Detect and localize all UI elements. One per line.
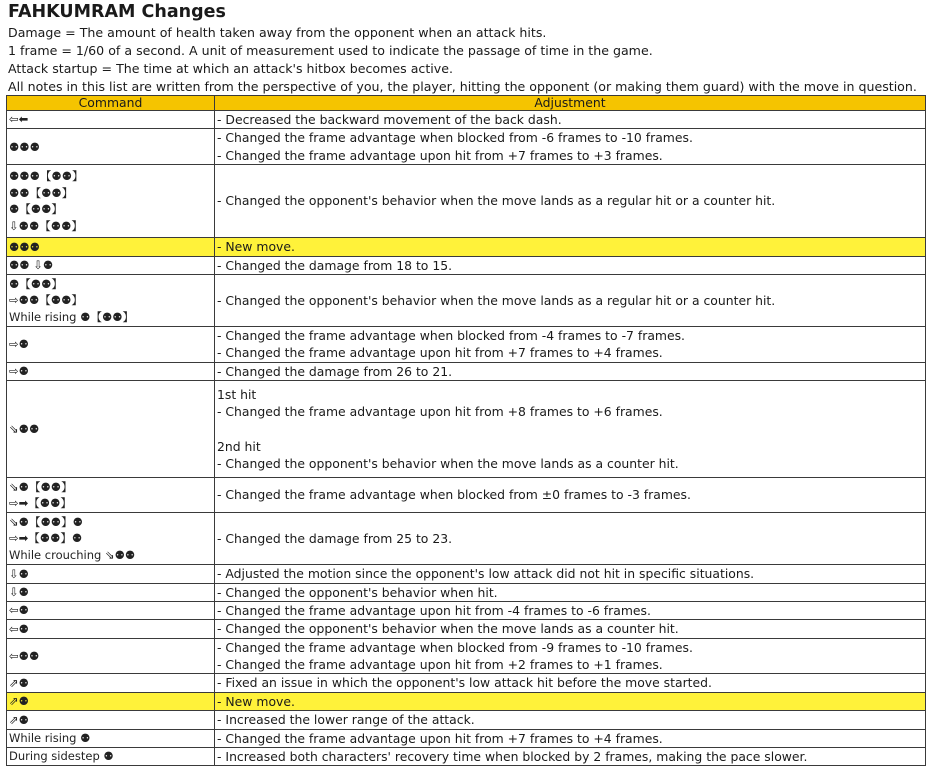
command-notation: ⚉【⚉⚉】	[9, 276, 63, 291]
command-cell	[7, 748, 215, 766]
adjustment-cell	[215, 620, 926, 638]
table-row	[7, 256, 926, 274]
table-row	[7, 674, 926, 692]
command-cell	[7, 601, 215, 619]
adjustment-text: - Changed the opponent's behavior when the move lands as a counter hit.	[217, 621, 679, 637]
adjustment-text: - Changed the frame advantage upon hit from +7 frames to +3 frames.	[217, 147, 663, 163]
command-cell	[7, 692, 215, 710]
command-cell	[7, 513, 215, 565]
table-row	[7, 513, 926, 565]
table-row	[7, 326, 926, 362]
table-row	[7, 274, 926, 326]
adjustment-text: - Changed the frame advantage when blocked from -6 frames to -10 frames.	[217, 130, 693, 146]
adjustment-text: - Changed the damage from 25 to 23.	[217, 530, 453, 546]
table-row	[7, 238, 926, 256]
command-notation: ⇘⚉【⚉⚉】⚉	[9, 514, 83, 529]
note-frame: 1 frame = 1/60 of a second. A unit of measurement used to indicate the passage of time in the game.	[8, 43, 653, 58]
table-row	[7, 620, 926, 638]
command-notation: ⇩⚉	[9, 566, 29, 581]
adjustment-text: - Decreased the backward movement of the back dash.	[217, 112, 562, 127]
table-header-row	[7, 96, 926, 111]
command-notation: ⚉⚉⚉	[9, 239, 40, 254]
command-cell	[7, 620, 215, 638]
command-notation: ⇦⚉	[9, 603, 29, 618]
command-cell	[7, 583, 215, 601]
adjustment-cell	[215, 601, 926, 619]
table-row	[7, 478, 926, 513]
adjustment-cell	[215, 129, 926, 165]
command-notation: ⚉⚉⚉	[9, 139, 40, 154]
table-row	[7, 748, 926, 766]
command-notation: ⇘⚉【⚉⚉】	[9, 479, 73, 494]
command-cell	[7, 238, 215, 256]
adjustment-text: - Changed the frame advantage when blocked from ±0 frames to -3 frames.	[217, 487, 691, 503]
command-notation: ⚉⚉【⚉⚉】	[9, 185, 74, 200]
table-row	[7, 111, 926, 129]
adjustment-cell	[215, 692, 926, 710]
adjustment-text: - Adjusted the motion since the opponent's low attack did not hit in specific situations.	[217, 566, 755, 582]
adjustment-cell	[215, 513, 926, 565]
adjustment-text: - Changed the damage from 26 to 21.	[217, 363, 453, 379]
command-cell	[7, 362, 215, 380]
adjustment-cell	[215, 638, 926, 674]
table-row	[7, 381, 926, 478]
adjustment-cell	[215, 111, 926, 129]
command-notation: ⇘⚉⚉	[9, 421, 40, 436]
adjustment-cell	[215, 478, 926, 513]
table-body	[7, 111, 926, 766]
adjustment-text: - New move.	[217, 239, 295, 255]
adjustment-text: - Changed the opponent's behavior when the move lands as a regular hit or a counter hit.	[217, 193, 776, 209]
adjustment-cell	[215, 583, 926, 601]
command-notation: ⇨⚉	[9, 364, 29, 379]
adjustment-cell	[215, 362, 926, 380]
adjustment-cell	[215, 326, 926, 362]
command-notation: ⚉⚉ ⇩⚉	[9, 258, 54, 272]
adjustment-text: - Changed the frame advantage when blocked from -4 frames to -7 frames.	[217, 327, 685, 343]
command-cell	[7, 274, 215, 326]
command-notation: ⇦⚉	[9, 621, 29, 636]
command-notation: ⇗⚉	[9, 675, 29, 690]
adjustment-text	[217, 420, 923, 437]
adjustment-cell	[215, 256, 926, 274]
adjustment-text: - Changed the damage from 18 to 15.	[217, 257, 453, 273]
adjustment-cell	[215, 381, 926, 478]
table-row	[7, 565, 926, 583]
adjustment-text: - Increased the lower range of the attack.	[217, 712, 475, 728]
adjustment-text: - Changed the frame advantage upon hit from +7 frames to +4 frames.	[217, 730, 663, 746]
command-column-header: Command	[7, 96, 215, 111]
command-notation: ⇗⚉	[9, 694, 29, 709]
command-notation: ⇨➡【⚉⚉】	[9, 496, 72, 511]
command-notation: During sidestep ⚉	[9, 749, 114, 764]
command-notation: ⇗⚉	[9, 712, 29, 727]
command-notation: ⇦⬅	[9, 112, 29, 127]
command-cell	[7, 256, 215, 274]
command-notation: ⚉⚉⚉【⚉⚉】	[9, 169, 84, 184]
table-row	[7, 692, 926, 710]
adjustment-cell	[215, 565, 926, 583]
command-notation: ⇨⚉	[9, 337, 29, 352]
adjustment-text: - Changed the frame advantage upon hit from +7 frames to +4 frames.	[217, 345, 663, 361]
adjustment-text: - Changed the frame advantage upon hit from -4 frames to -6 frames.	[217, 602, 651, 618]
adjustment-cell	[215, 729, 926, 747]
command-cell	[7, 729, 215, 747]
note-perspective: All notes in this list are written from the perspective of you, the player, hitting the opponent (or making them guard) with the move in question.	[8, 79, 917, 94]
table-row	[7, 601, 926, 619]
command-notation: ⇨➡【⚉⚉】⚉	[9, 531, 83, 546]
adjustment-text: - Changed the opponent's behavior when the move lands as a counter hit.	[217, 456, 679, 472]
adjustment-text: - Changed the opponent's behavior when hit.	[217, 584, 498, 600]
note-damage: Damage = The amount of health taken away from the opponent when an attack hits.	[8, 25, 547, 40]
command-cell	[7, 565, 215, 583]
adjustment-text: - Changed the frame advantage when blocked from -9 frames to -10 frames.	[217, 639, 693, 655]
command-cell	[7, 129, 215, 165]
table-row	[7, 729, 926, 747]
command-notation: ⇦⚉⚉	[9, 648, 40, 663]
adjustment-text: - New move.	[217, 693, 295, 709]
adjustment-text: - Increased both characters' recovery time when blocked by 2 frames, making the pace slower.	[217, 749, 808, 765]
adjustment-cell	[215, 711, 926, 729]
adjustment-text: - Changed the frame advantage upon hit from +8 frames to +6 frames.	[217, 404, 663, 420]
adjustment-text: 2nd hit	[217, 438, 261, 454]
command-notation: While rising ⚉	[9, 731, 91, 746]
adjustment-cell	[215, 674, 926, 692]
table-row	[7, 362, 926, 380]
table-row	[7, 638, 926, 674]
adjustment-text: - Fixed an issue in which the opponent's low attack hit before the move started.	[217, 675, 712, 691]
command-notation: While crouching ⇘⚉⚉	[9, 547, 136, 562]
adjustment-text: 1st hit	[217, 386, 257, 402]
command-notation: ⇨⚉⚉【⚉⚉】	[9, 293, 83, 308]
adjustment-text: - Changed the frame advantage upon hit from +2 frames to +1 frames.	[217, 657, 663, 673]
table-row	[7, 711, 926, 729]
adjustment-cell	[215, 165, 926, 238]
command-notation: ⚉【⚉⚉】	[9, 202, 63, 217]
table-row	[7, 165, 926, 238]
command-notation: ⇩⚉	[9, 584, 29, 599]
adjustment-text: - Changed the opponent's behavior when the move lands as a regular hit or a counter hit.	[217, 292, 776, 308]
command-cell	[7, 326, 215, 362]
command-cell	[7, 638, 215, 674]
table-row	[7, 583, 926, 601]
adjustment-cell	[215, 274, 926, 326]
command-cell	[7, 478, 215, 513]
definitions-notes	[8, 24, 917, 96]
command-cell	[7, 711, 215, 729]
page-title: FAHKUMRAM Changes	[8, 2, 226, 22]
command-notation: ⇩⚉⚉【⚉⚉】	[9, 218, 83, 233]
command-cell	[7, 111, 215, 129]
command-cell	[7, 165, 215, 238]
command-cell	[7, 381, 215, 478]
adjustment-cell	[215, 238, 926, 256]
command-cell	[7, 674, 215, 692]
adjustment-column-header: Adjustment	[215, 96, 926, 111]
table-row	[7, 129, 926, 165]
changes-table	[6, 95, 926, 766]
note-attack-startup: Attack startup = The time at which an attack's hitbox becomes active.	[8, 61, 453, 76]
adjustment-cell	[215, 748, 926, 766]
command-notation: While rising ⚉【⚉⚉】	[9, 309, 135, 324]
